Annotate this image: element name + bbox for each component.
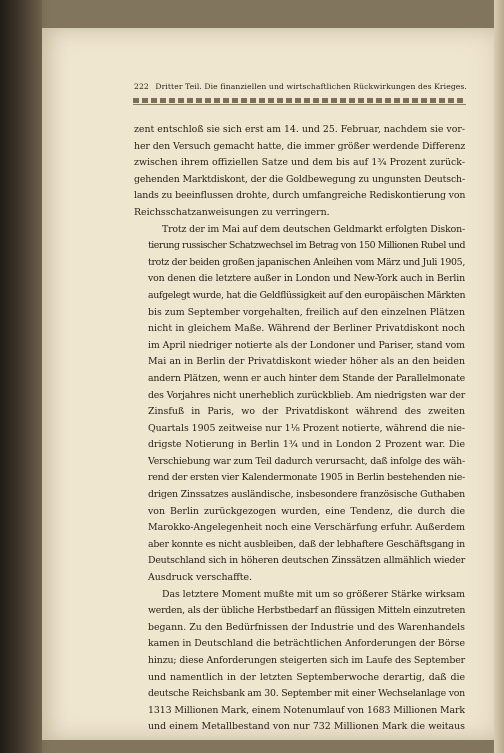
running-header xyxy=(134,82,467,91)
text-line: tierung russischer Schatzwechsel im Betrag von 150 Millionen Rubel und xyxy=(148,240,465,252)
text-line: Trotz der im Mai auf dem deutschen Geldmarkt erfolgten Diskon- xyxy=(162,223,465,235)
text-line: Deutschland sich in höheren deutschen Zinssätzen allmählich wieder xyxy=(148,555,465,567)
header-ornament-rule xyxy=(133,98,466,103)
text-line: aufgelegt wurde, hat die Geldflüssigkeit auf den europäischen Märkten xyxy=(148,289,466,301)
text-line: zwischen ihrem offiziellen Satze und dem bis auf 1¾ Prozent zurück- xyxy=(134,157,465,169)
body-text xyxy=(134,122,465,736)
text-line: deutsche Reichsbank am 30. September mit einer Wechselanlage von xyxy=(148,688,465,700)
text-line: Mai an in Berlin der Privatdiskont wieder höher als an den beiden xyxy=(148,356,465,368)
text-line: und namentlich in der letzten Septemberwoche derartig, daß die xyxy=(148,671,465,683)
text-line: trotz der beiden großen japanischen Anleihen vom März und Juli 1905, xyxy=(148,256,465,268)
text-line: im April niedriger notierte als der Londoner und Pariser, stand vom xyxy=(148,339,465,351)
text-line: bis zum September vorgehalten, freilich auf den einzelnen Plätzen xyxy=(148,306,465,318)
text-line: von Berlin zurückgezogen wurden, eine Tendenz, die durch die xyxy=(148,505,465,517)
text-line: kamen in Deutschland die beträchtlichen Anforderungen der Börse xyxy=(148,638,465,650)
text-line: andern Plätzen, wenn er auch hinter dem Stande der Parallelmonate xyxy=(148,372,465,384)
text-line: zent entschloß sie sich erst am 14. und 25. Februar, nachdem sie vor- xyxy=(134,124,465,135)
page-number: 222 xyxy=(134,82,149,91)
text-line: gehenden Marktdiskont, der die Goldbewegung zu ungunsten Deutsch- xyxy=(134,173,465,185)
paragraph-1 xyxy=(134,122,465,222)
text-line: des Vorjahres nicht unerheblich zurückblieb. Am niedrigsten war der xyxy=(148,389,465,401)
text-line: Reichsschatzanweisungen zu verringern. xyxy=(134,206,330,218)
text-line: Das letztere Moment mußte mit um so größerer Stärke wirksam xyxy=(162,588,465,600)
paragraph-2 xyxy=(134,222,465,587)
text-line: nicht in gleichem Maße. Während der Berliner Privatdiskont noch xyxy=(148,323,465,335)
text-line: Marokko-Angelegenheit noch eine Verschärfung erfuhr. Außerdem xyxy=(148,522,465,534)
text-line: werden, als der übliche Herbstbedarf an flüssigen Mitteln einzutreten xyxy=(148,605,466,617)
text-line: drigen Zinssatzes ausländische, insbesondere französische Guthaben xyxy=(148,489,465,501)
paragraph-3 xyxy=(134,587,465,736)
text-line: von denen die letztere außer in London und New-York auch in Berlin xyxy=(148,273,465,285)
running-title: Dritter Teil. Die finanziellen und wirtschaftlichen Rückwirkungen des Krieges. xyxy=(155,82,467,91)
text-line: rend der ersten vier Kalendermonate 1905 in Berlin bestehenden nie- xyxy=(148,472,465,484)
text-line: und einem Metallbestand von nur 732 Millionen Mark die weitaus xyxy=(148,721,465,733)
text-line: hinzu; diese Anforderungen steigerten sich im Laufe des September xyxy=(148,655,465,666)
text-line: Verschiebung war zum Teil dadurch verursacht, daß infolge des wäh- xyxy=(148,455,465,467)
text-line: Quartals 1905 zeitweise nur 1⅛ Prozent notierte, während die nie- xyxy=(148,422,465,434)
text-line: Ausdruck verschaffte. xyxy=(148,572,253,584)
header-rule xyxy=(133,104,466,105)
page-edge xyxy=(494,0,504,753)
text-line: lands zu beeinflussen drohte, durch umfangreiche Rediskontierung von xyxy=(134,190,466,202)
text-line: begann. Zu den Bedürfnissen der Industrie und des Warenhandels xyxy=(148,621,465,633)
text-line: 1313 Millionen Mark, einem Notenumlauf von 1683 Millionen Mark xyxy=(148,704,465,716)
book-spine xyxy=(0,0,42,753)
text-line: drigste Notierung in Berlin 1¾ und in London 2 Prozent war. Die xyxy=(148,439,465,451)
text-line: aber konnte es nicht ausbleiben, daß der lebhaftere Geschäftsgang in xyxy=(148,538,465,550)
text-line: Zinsfuß in Paris, wo der Privatdiskont während des zweiten xyxy=(148,406,465,418)
text-line: her den Versuch gemacht hatte, die immer größer werdende Differenz xyxy=(134,140,466,152)
